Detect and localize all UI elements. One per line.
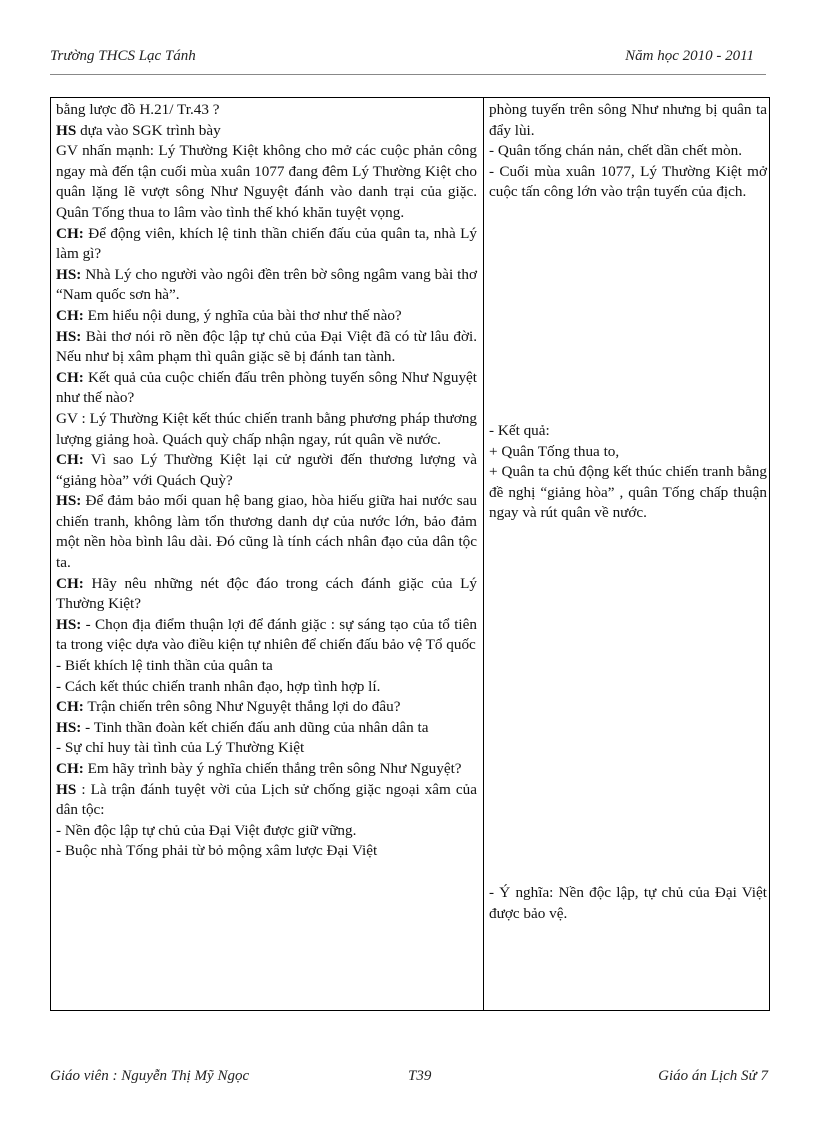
period-number: T39 [408, 1068, 432, 1084]
lesson-table [50, 97, 770, 1011]
paragraph [56, 780, 477, 821]
content-line: - Ý nghĩa: Nền độc lập, tự chủ của Đại Việt được bảo vệ. [489, 884, 767, 922]
paragraph-text: - Nền độc lập tự chủ của Đại Việt được giữ vững. [56, 821, 357, 839]
speaker-label: CH: [56, 224, 84, 242]
paragraph [56, 718, 477, 739]
speaker-label: HS: [56, 615, 82, 633]
paragraph [56, 841, 477, 862]
paragraph-text: - Buộc nhà Tống phải từ bỏ mộng xâm lược Đại Việt [56, 842, 378, 860]
paragraph-text: GV nhấn mạnh: Lý Thường Kiệt không cho mở các cuộc phản công ngay mà đến tận cuối mùa xuân 1077 đang đêm Lý Thường Kiệt cho quân lặng lẽ vượt sông Như Nguyệt đánh vào danh trại của giặc. Quân Tống thua to lâm vào tình thế khó khăn tuyệt vọng. [56, 142, 477, 221]
paragraph [56, 100, 477, 121]
paragraph-text: Trận chiến trên sông Như Nguyệt thắng lợi do đâu? [83, 698, 401, 716]
paragraph-text: : Là trận đánh tuyệt vời của Lịch sử chống giặc ngoại xâm của dân tộc: [56, 780, 477, 819]
content-block-1 [489, 100, 767, 203]
paragraph-text: - Tinh thần đoàn kết chiến đấu anh dũng của nhân dân ta [81, 718, 429, 736]
speaker-label: HS: [56, 265, 82, 283]
school-name: Trường THCS Lạc Tánh [50, 48, 196, 64]
content-line: - Quân tống chán nản, chết dần chết mòn. [489, 142, 743, 160]
paragraph-text: GV : Lý Thường Kiệt kết thúc chiến tranh bằng phương pháp thương lượng giảng hoà. Quách quỳ chấp nhận ngay, rút quân về nước. [56, 409, 477, 448]
speaker-label: CH: [56, 574, 84, 592]
paragraph-text: Bài thơ nói rõ nền độc lập tự chủ của Đại Việt đã có từ lâu đời. Nếu như bị xâm phạm thì quân giặc sẽ bị đánh tan tành. [56, 327, 477, 366]
teacher-name: Giáo viên : Nguyễn Thị Mỹ Ngọc [50, 1068, 250, 1084]
speaker-label: HS [56, 121, 77, 139]
paragraph [56, 615, 477, 656]
paragraph-text: dựa vào SGK trình bày [76, 121, 221, 139]
activities-column [56, 100, 477, 862]
paragraph-text: - Biết khích lệ tinh thần của quân ta [56, 657, 273, 675]
paragraph [56, 224, 477, 265]
paragraph-text: Để động viên, khích lệ tinh thần chiến đấu của quân ta, nhà Lý làm gì? [56, 224, 477, 263]
content-line: phòng tuyến trên sông Như nhưng bị quân ta đẩy lùi. [489, 101, 767, 139]
paragraph-text: Nhà Lý cho người vào ngôi đền trên bờ sông ngâm vang bài thơ “Nam quốc sơn hà”. [56, 265, 477, 304]
content-block-3 [489, 883, 767, 924]
paragraph [56, 759, 477, 780]
paragraph-text: Hãy nêu những nét độc đáo trong cách đánh giặc của Lý Thường Kiệt? [56, 574, 477, 613]
paragraph [56, 450, 477, 491]
content-line: - Kết quả: [489, 422, 550, 439]
paragraph [56, 677, 477, 698]
paragraph-text: - Sự chỉ huy tài tình của Lý Thường Kiệt [56, 739, 305, 757]
speaker-label: HS [56, 780, 77, 798]
speaker-label: HS: [56, 492, 82, 510]
content-line: - Cuối mùa xuân 1077, Lý Thường Kiệt mở cuộc tấn công lớn vào trận tuyến của địch. [489, 162, 767, 201]
speaker-label: CH: [56, 698, 84, 716]
paragraph [56, 738, 477, 759]
subject-title: Giáo án Lịch Sử 7 [658, 1068, 768, 1084]
paragraph [56, 409, 477, 450]
speaker-label: CH: [56, 306, 84, 324]
paragraph-text: - Chọn địa điểm thuận lợi để đánh giặc : sự sáng tạo của tổ tiên ta trong việc dựa vào điều kiện tự nhiên để chiến đấu bảo vệ Tổ quốc [56, 615, 477, 654]
paragraph-text: Kết quả của cuộc chiến đấu trên phòng tuyến sông Như Nguyệt như thế nào? [56, 368, 477, 407]
paragraph [56, 491, 477, 573]
paragraph-text: Để đảm bảo mối quan hệ bang giao, hòa hiếu giữa hai nước sau chiến tranh, không làm tổn thương danh dự của nước lớn, bảo đảm một nền hòa bình lâu dài. Đó cũng là tính cách nhân đạo của dân tộc ta. [56, 492, 477, 572]
paragraph [56, 697, 477, 718]
paragraph-text: Em hiểu nội dung, ý nghĩa của bài thơ như thế nào? [83, 306, 402, 324]
paragraph-text: Em hãy trình bày ý nghĩa chiến thắng trên sông Như Nguyệt? [83, 760, 462, 777]
content-block-2 [489, 421, 767, 524]
header-divider [50, 74, 766, 75]
paragraph [56, 265, 477, 306]
paragraph-text: - Cách kết thúc chiến tranh nhân đạo, hợp tình hợp lí. [56, 677, 381, 695]
speaker-label: CH: [56, 368, 84, 386]
school-year: Năm học 2010 - 2011 [625, 48, 754, 64]
paragraph [56, 821, 477, 842]
paragraph [56, 656, 477, 677]
speaker-label: HS: [56, 718, 82, 736]
content-line: + Quân ta chủ động kết thúc chiến tranh bằng đề nghị “giảng hòa” , quân Tống chấp thuận ngay và rút quân về nước. [489, 463, 767, 522]
column-divider [483, 98, 484, 1010]
speaker-label: CH: [56, 451, 84, 469]
paragraph [56, 306, 477, 327]
speaker-label: HS: [56, 327, 82, 345]
paragraph-text: Vì sao Lý Thường Kiệt lại cử người đến thương lượng và “giảng hòa” với Quách Quỳ? [56, 451, 477, 489]
paragraph [56, 141, 477, 223]
speaker-label: CH: [56, 760, 84, 777]
paragraph [56, 574, 477, 615]
paragraph [56, 327, 477, 368]
paragraph [56, 368, 477, 409]
paragraph [56, 121, 477, 142]
paragraph-text: bằng lược đồ H.21/ Tr.43 ? [56, 101, 220, 118]
content-line: + Quân Tống thua to, [489, 442, 620, 460]
